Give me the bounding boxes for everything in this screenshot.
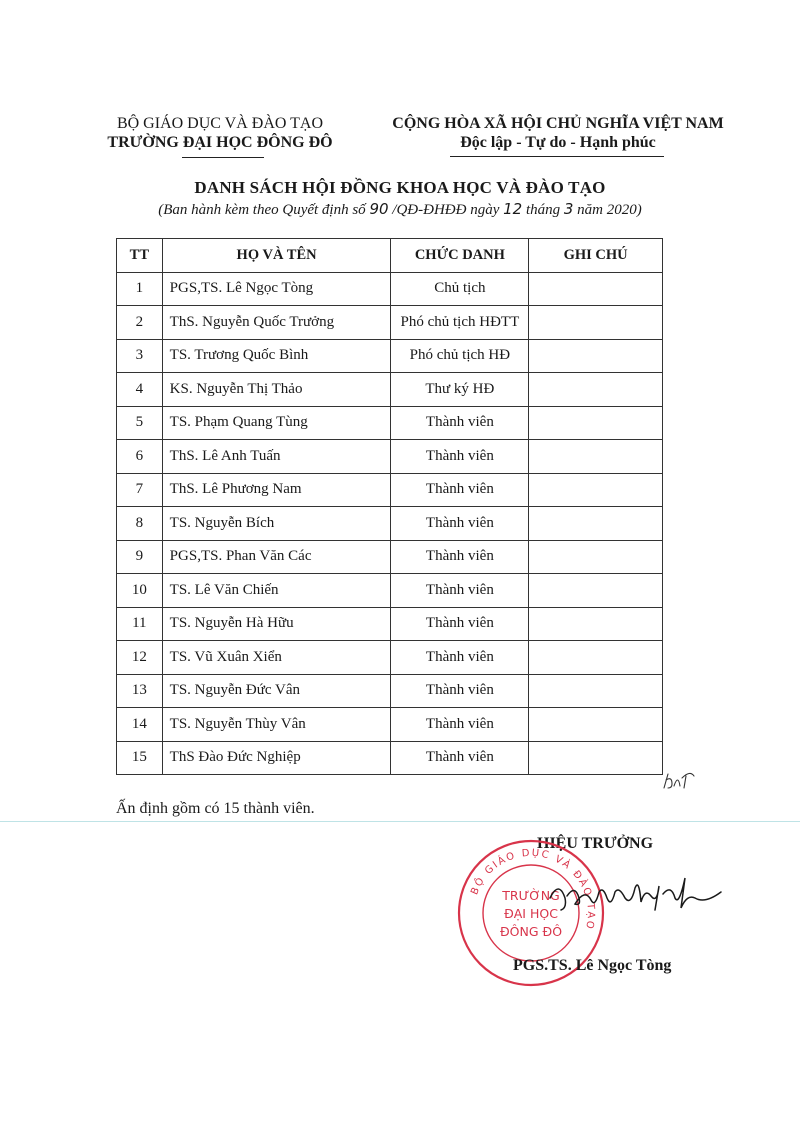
cell-role: Thành viên bbox=[391, 507, 529, 541]
cell-tt: 12 bbox=[117, 641, 163, 675]
cell-name: TS. Nguyễn Bích bbox=[162, 507, 391, 541]
cell-note bbox=[529, 540, 663, 574]
cell-note bbox=[529, 674, 663, 708]
cell-role: Phó chủ tịch HĐTT bbox=[391, 306, 529, 340]
cell-role: Thành viên bbox=[391, 473, 529, 507]
cell-note bbox=[529, 339, 663, 373]
cell-tt: 15 bbox=[117, 741, 163, 775]
table-row bbox=[117, 708, 663, 742]
seal-line-2: ĐẠI HỌC bbox=[504, 906, 558, 921]
cell-role: Chủ tịch bbox=[391, 272, 529, 306]
cell-role: Thư ký HĐ bbox=[391, 373, 529, 407]
signer-name: PGS.TS. Lê Ngọc Tòng bbox=[513, 957, 672, 974]
header-note: GHI CHÚ bbox=[529, 239, 663, 273]
cell-tt: 10 bbox=[117, 574, 163, 608]
table-row bbox=[117, 607, 663, 641]
subtitle-month-label: tháng bbox=[525, 202, 561, 218]
cell-tt: 13 bbox=[117, 674, 163, 708]
cell-note bbox=[529, 406, 663, 440]
cell-note bbox=[529, 440, 663, 474]
cell-note bbox=[529, 272, 663, 306]
seal-line-1: TRƯỜNG bbox=[502, 888, 560, 903]
closing-note: Ấn định gồm có 15 thành viên. bbox=[116, 800, 315, 817]
table-body bbox=[117, 272, 663, 775]
table-row bbox=[117, 507, 663, 541]
header-tt: TT bbox=[117, 239, 163, 273]
table-row bbox=[117, 741, 663, 775]
cell-tt: 1 bbox=[117, 272, 163, 306]
cell-note bbox=[529, 507, 663, 541]
table-row bbox=[117, 574, 663, 608]
cell-note bbox=[529, 574, 663, 608]
cell-name: TS. Trương Quốc Bình bbox=[162, 339, 391, 373]
table-row bbox=[117, 674, 663, 708]
handwritten-signature bbox=[545, 858, 725, 928]
cell-tt: 4 bbox=[117, 373, 163, 407]
table-row bbox=[117, 339, 663, 373]
document-title: DANH SÁCH HỘI ĐỒNG KHOA HỌC VÀ ĐÀO TẠO bbox=[194, 178, 606, 197]
decision-month: 3 bbox=[563, 200, 574, 218]
cell-name: KS. Nguyễn Thị Thảo bbox=[162, 373, 391, 407]
initials-mark bbox=[660, 766, 700, 792]
cell-note bbox=[529, 708, 663, 742]
document-subtitle bbox=[0, 200, 800, 219]
cell-role: Thành viên bbox=[391, 406, 529, 440]
header-role: CHỨC DANH bbox=[391, 239, 529, 273]
cell-name: TS. Phạm Quang Tùng bbox=[162, 406, 391, 440]
subtitle-suffix: năm 2020) bbox=[577, 202, 642, 218]
cell-name: ThS Đào Đức Nghiệp bbox=[162, 741, 391, 775]
cell-name: TS. Nguyễn Hà Hữu bbox=[162, 607, 391, 641]
table-row bbox=[117, 473, 663, 507]
national-motto: Độc lập - Tự do - Hạnh phúc bbox=[460, 134, 656, 151]
motto-underline bbox=[450, 156, 664, 157]
cell-name: ThS. Lê Phương Nam bbox=[162, 473, 391, 507]
cell-name: ThS. Nguyễn Quốc Trưởng bbox=[162, 306, 391, 340]
cell-role: Thành viên bbox=[391, 641, 529, 675]
cell-role: Thành viên bbox=[391, 574, 529, 608]
decision-day: 12 bbox=[503, 200, 523, 218]
table-row bbox=[117, 306, 663, 340]
cell-note bbox=[529, 373, 663, 407]
table-row bbox=[117, 540, 663, 574]
subtitle-mid: /QĐ-ĐHĐĐ ngày bbox=[392, 202, 500, 218]
cell-tt: 14 bbox=[117, 708, 163, 742]
ministry-name: BỘ GIÁO DỤC VÀ ĐÀO TẠO bbox=[116, 115, 324, 132]
cell-tt: 8 bbox=[117, 507, 163, 541]
cell-name: TS. Nguyễn Thùy Vân bbox=[162, 708, 391, 742]
seal-ring-text: BỘ GIÁO DỤC VÀ ĐÀO TẠO bbox=[469, 847, 597, 932]
cell-tt: 11 bbox=[117, 607, 163, 641]
scan-line bbox=[0, 821, 800, 822]
cell-role: Phó chủ tịch HĐ bbox=[391, 339, 529, 373]
principal-title: HIỆU TRƯỞNG bbox=[537, 835, 654, 852]
table-row bbox=[117, 373, 663, 407]
cell-role: Thành viên bbox=[391, 540, 529, 574]
university-name: TRƯỜNG ĐẠI HỌC ĐÔNG ĐÔ bbox=[107, 134, 333, 151]
cell-tt: 3 bbox=[117, 339, 163, 373]
cell-role: Thành viên bbox=[391, 741, 529, 775]
cell-tt: 6 bbox=[117, 440, 163, 474]
council-members-table bbox=[116, 238, 663, 775]
table-row bbox=[117, 641, 663, 675]
cell-name: TS. Vũ Xuân Xiển bbox=[162, 641, 391, 675]
cell-tt: 9 bbox=[117, 540, 163, 574]
cell-name: PGS,TS. Lê Ngọc Tòng bbox=[162, 272, 391, 306]
cell-note bbox=[529, 607, 663, 641]
seal-line-3: ĐÔNG ĐÔ bbox=[499, 924, 563, 939]
cell-note bbox=[529, 641, 663, 675]
table-row bbox=[117, 406, 663, 440]
cell-role: Thành viên bbox=[391, 607, 529, 641]
header-name: HỌ VÀ TÊN bbox=[162, 239, 391, 273]
cell-tt: 5 bbox=[117, 406, 163, 440]
cell-name: TS. Nguyễn Đức Vân bbox=[162, 674, 391, 708]
cell-role: Thành viên bbox=[391, 440, 529, 474]
cell-tt: 2 bbox=[117, 306, 163, 340]
cell-note bbox=[529, 741, 663, 775]
decision-number: 90 bbox=[369, 200, 389, 218]
cell-role: Thành viên bbox=[391, 674, 529, 708]
cell-name: PGS,TS. Phan Văn Các bbox=[162, 540, 391, 574]
cell-note bbox=[529, 306, 663, 340]
country-name: CỘNG HÒA XÃ HỘI CHỦ NGHĨA VIỆT NAM bbox=[392, 115, 724, 132]
university-underline bbox=[182, 157, 264, 158]
table-row bbox=[117, 272, 663, 306]
cell-role: Thành viên bbox=[391, 708, 529, 742]
cell-name: TS. Lê Văn Chiến bbox=[162, 574, 391, 608]
table-header-row bbox=[117, 239, 663, 273]
subtitle-prefix: (Ban hành kèm theo Quyết định số bbox=[158, 202, 366, 218]
table-row bbox=[117, 440, 663, 474]
cell-name: ThS. Lê Anh Tuấn bbox=[162, 440, 391, 474]
cell-tt: 7 bbox=[117, 473, 163, 507]
cell-note bbox=[529, 473, 663, 507]
